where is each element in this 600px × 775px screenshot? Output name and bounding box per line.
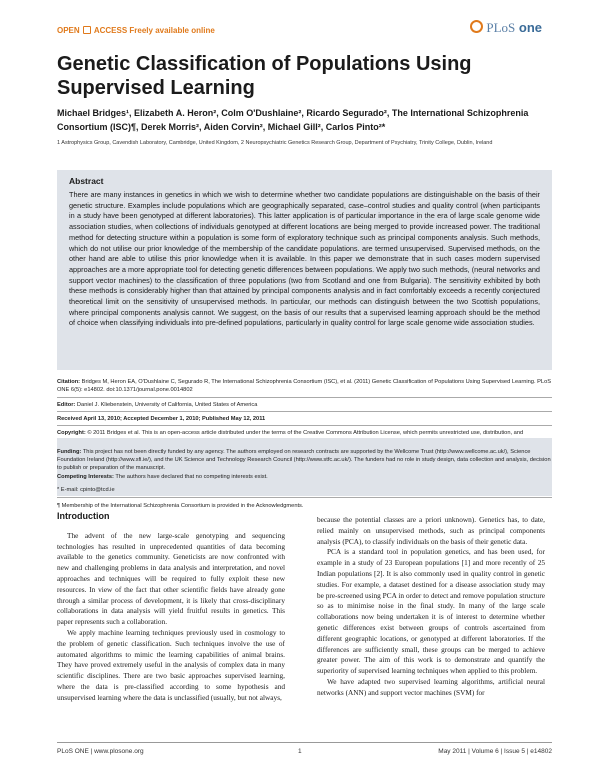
funding-text: This project has not been directly funded by any agency. The authors employed on research contracts are supported by the Wellcome Trust (http://www.wellcome.ac.uk/), Science Foundation Ireland (http://www.sfi.ie/), and the UK Science and Technology Research Council (http://www.stfc.ac.uk/). The funders had no role in study design, data collection and analysis, decision to publish or preparation of the manuscript. bbox=[57, 449, 551, 471]
citation bbox=[57, 378, 552, 394]
affiliations: 1 Astrophysics Group, Cavendish Laboratory, Cambridge, United Kingdom, 2 Neuropsychiatric Genetics Research Group, Department of Psychiatry, Trinity College, Dublin, Ireland bbox=[57, 140, 493, 146]
copyright-label: Copyright: bbox=[57, 430, 86, 436]
competing-label: Competing Interests: bbox=[57, 474, 114, 480]
copyright-text: © 2011 Bridges et al. This is an open-access article distributed under the terms of the Creative Commons Attribution License, which permits unrestricted use, distribution, and bbox=[87, 430, 524, 436]
divider bbox=[57, 411, 552, 412]
abstract-heading: Abstract bbox=[69, 176, 104, 186]
paragraph: because the potential classes are a priori unknown). Genetics has, to date, relied mainly on unsupervised methods, such as principal components analysis (PCA), to classify individuals on the basis of their genetic data. bbox=[317, 515, 545, 546]
citation-text: Bridges M, Heron EA, O'Dushlaine C, Segurado R, The International Schizophrenia Consortium (ISC), et al. (2011) Genetic Classification of Populations Using Supervised Learning. PLoS ONE 6(5): e14802. doi:10.1371/journal.pone.0014802 bbox=[57, 379, 552, 393]
right-column bbox=[317, 515, 545, 699]
open-lock-icon bbox=[83, 26, 91, 34]
page-number: 1 bbox=[298, 748, 302, 755]
editor bbox=[57, 401, 552, 409]
logo-one: one bbox=[518, 20, 542, 35]
abstract-box bbox=[57, 170, 552, 370]
logo-plos: PLoS bbox=[486, 20, 516, 35]
dates: Received April 13, 2010; Accepted December 1, 2010; Published May 12, 2011 bbox=[57, 416, 266, 422]
competing-text: The authors have declared that no competing interests exist. bbox=[115, 474, 268, 480]
access-label: ACCESS Freely available online bbox=[93, 26, 215, 35]
divider bbox=[57, 497, 552, 498]
abstract-text: There are many instances in genetics in which we wish to determine whether two candidate populations are distinguishable on the basis of their genetic structure. Examples include populations which are geographically separated, case–control studies and quality control (when participants in a study have been genotyped at different laboratories). This latter application is of particular importance in the era of large scale genome wide association studies, when collections of individuals genotyped at different locations are being merged to provide increased power. The traditional method for detecting structure within a population is some form of exploratory technique such as principal components analysis. Such methods, which do not utilise our prior knowledge of the membership of the candidate populations. are termed unsupervised. Supervised methods, on the other hand are able to utilise this prior knowledge when it is available. In this paper we demonstrate that in such cases modern supervised approaches are a more appropriate tool for detecting genetic differences between populations. We apply two such methods, (neural networks and support vector machines) to the classification of three populations (two from Scotland and one from Bulgaria). The sensitivity exhibited by both these methods is considerably higher than that attained by principal components analysis and in fact comfortably exceeds a recently conjectured theoretical limit on the sensitivity of unsupervised methods. In particular, our methods can distinguish between the two Scottish populations, where principal components analysis cannot. We suggest, on the basis of our results that a supervised learning approach should be the method of choice when classifying individuals into pre-defined populations, particularly in quality control for large scale genome wide association studies. bbox=[69, 190, 540, 328]
membership-note: ¶ Membership of the International Schizophrenia Consortium is provided in the Acknowledgments. bbox=[57, 503, 304, 509]
intro-heading: Introduction bbox=[57, 511, 110, 521]
funding bbox=[57, 448, 552, 472]
footer-right: May 2011 | Volume 6 | Issue 5 | e14802 bbox=[438, 748, 552, 755]
email: * E-mail: cpinto@tcd.ie bbox=[57, 487, 115, 493]
divider bbox=[57, 397, 552, 398]
left-column bbox=[57, 511, 285, 704]
logo-ring-icon bbox=[470, 20, 483, 33]
paragraph: We apply machine learning techniques previously used in cosmology to the problem of genetic classification. Such techniques involve the use of automated algorithms to mimic the learning capabilities of animal brains. They have proved extremely useful in the analysis of complex data in many scientific disciplines. There are two basic approaches supervised learning, where the data is pre-classified according to some hypothesis and unsupervised learning where the data is unclassified (usually, but not always, bbox=[57, 627, 285, 702]
competing-interests bbox=[57, 473, 552, 481]
funding-label: Funding: bbox=[57, 449, 82, 455]
editor-text: Daniel J. Kliebenstein, University of California, United States of America bbox=[76, 402, 258, 408]
journal-logo bbox=[470, 20, 542, 36]
footer-left: PLoS ONE | www.plosone.org bbox=[57, 748, 144, 755]
paragraph: PCA is a standard tool in population genetics, and has been used, for example in a study of 23 European populations [1] and more recently of 25 Indian populations [2]. It is also commonly used in quality control in genetic studies. For example, a dataset destined for a disease association study may be pre-screened using PCA in order to detect and remove population structure so as to minimise noise in the final study. In many of the large scale collaborations now being undertaken it is of interest to determine whether genetic differences exist between groups of controls ascertained from different geographic locations, or genotyped at different laboratories. If the differences are sufficiently small, these groups can be merged to achieve greater power. The aim of this work is to demonstrate and quantify the superiority of supervised learning techniques when applied to this problem. bbox=[317, 547, 545, 676]
divider bbox=[57, 425, 552, 426]
citation-label: Citation: bbox=[57, 379, 81, 385]
author-list: Michael Bridges¹, Elizabeth A. Heron², Colm O'Dushlaine², Ricardo Segurado², The International Schizophrenia Consortium (ISC)¶, Derek Morris², Aiden Corvin², Michael Gill², Carlos Pinto²* bbox=[57, 108, 529, 132]
paragraph: We have adapted two supervised learning algorithms, artificial neural networks (ANN) and support vector machines (SVM) for bbox=[317, 676, 545, 697]
paragraph: The advent of the new large-scale genotyping and sequencing technologies has resulted in unprecedented quantities of data becoming available to the genetics community. Geneticists are now confronted with new and challenging problems in data analysis and interpretation, and novel approaches and techniques will be required to fully exploit these new resources. In view of the fact that other scientific fields have already gone through a similar process of development, it is likely that cross-disciplinary collaborations in data analysis will yield fruitful results in genetics. This paper represents such a collaboration. bbox=[57, 530, 285, 627]
editor-label: Editor: bbox=[57, 402, 76, 408]
open-access-banner bbox=[57, 26, 215, 35]
article-title: Genetic Classification of Populations Using Supervised Learning bbox=[57, 53, 472, 99]
footer-rule bbox=[57, 742, 552, 743]
open-label: OPEN bbox=[57, 26, 80, 35]
